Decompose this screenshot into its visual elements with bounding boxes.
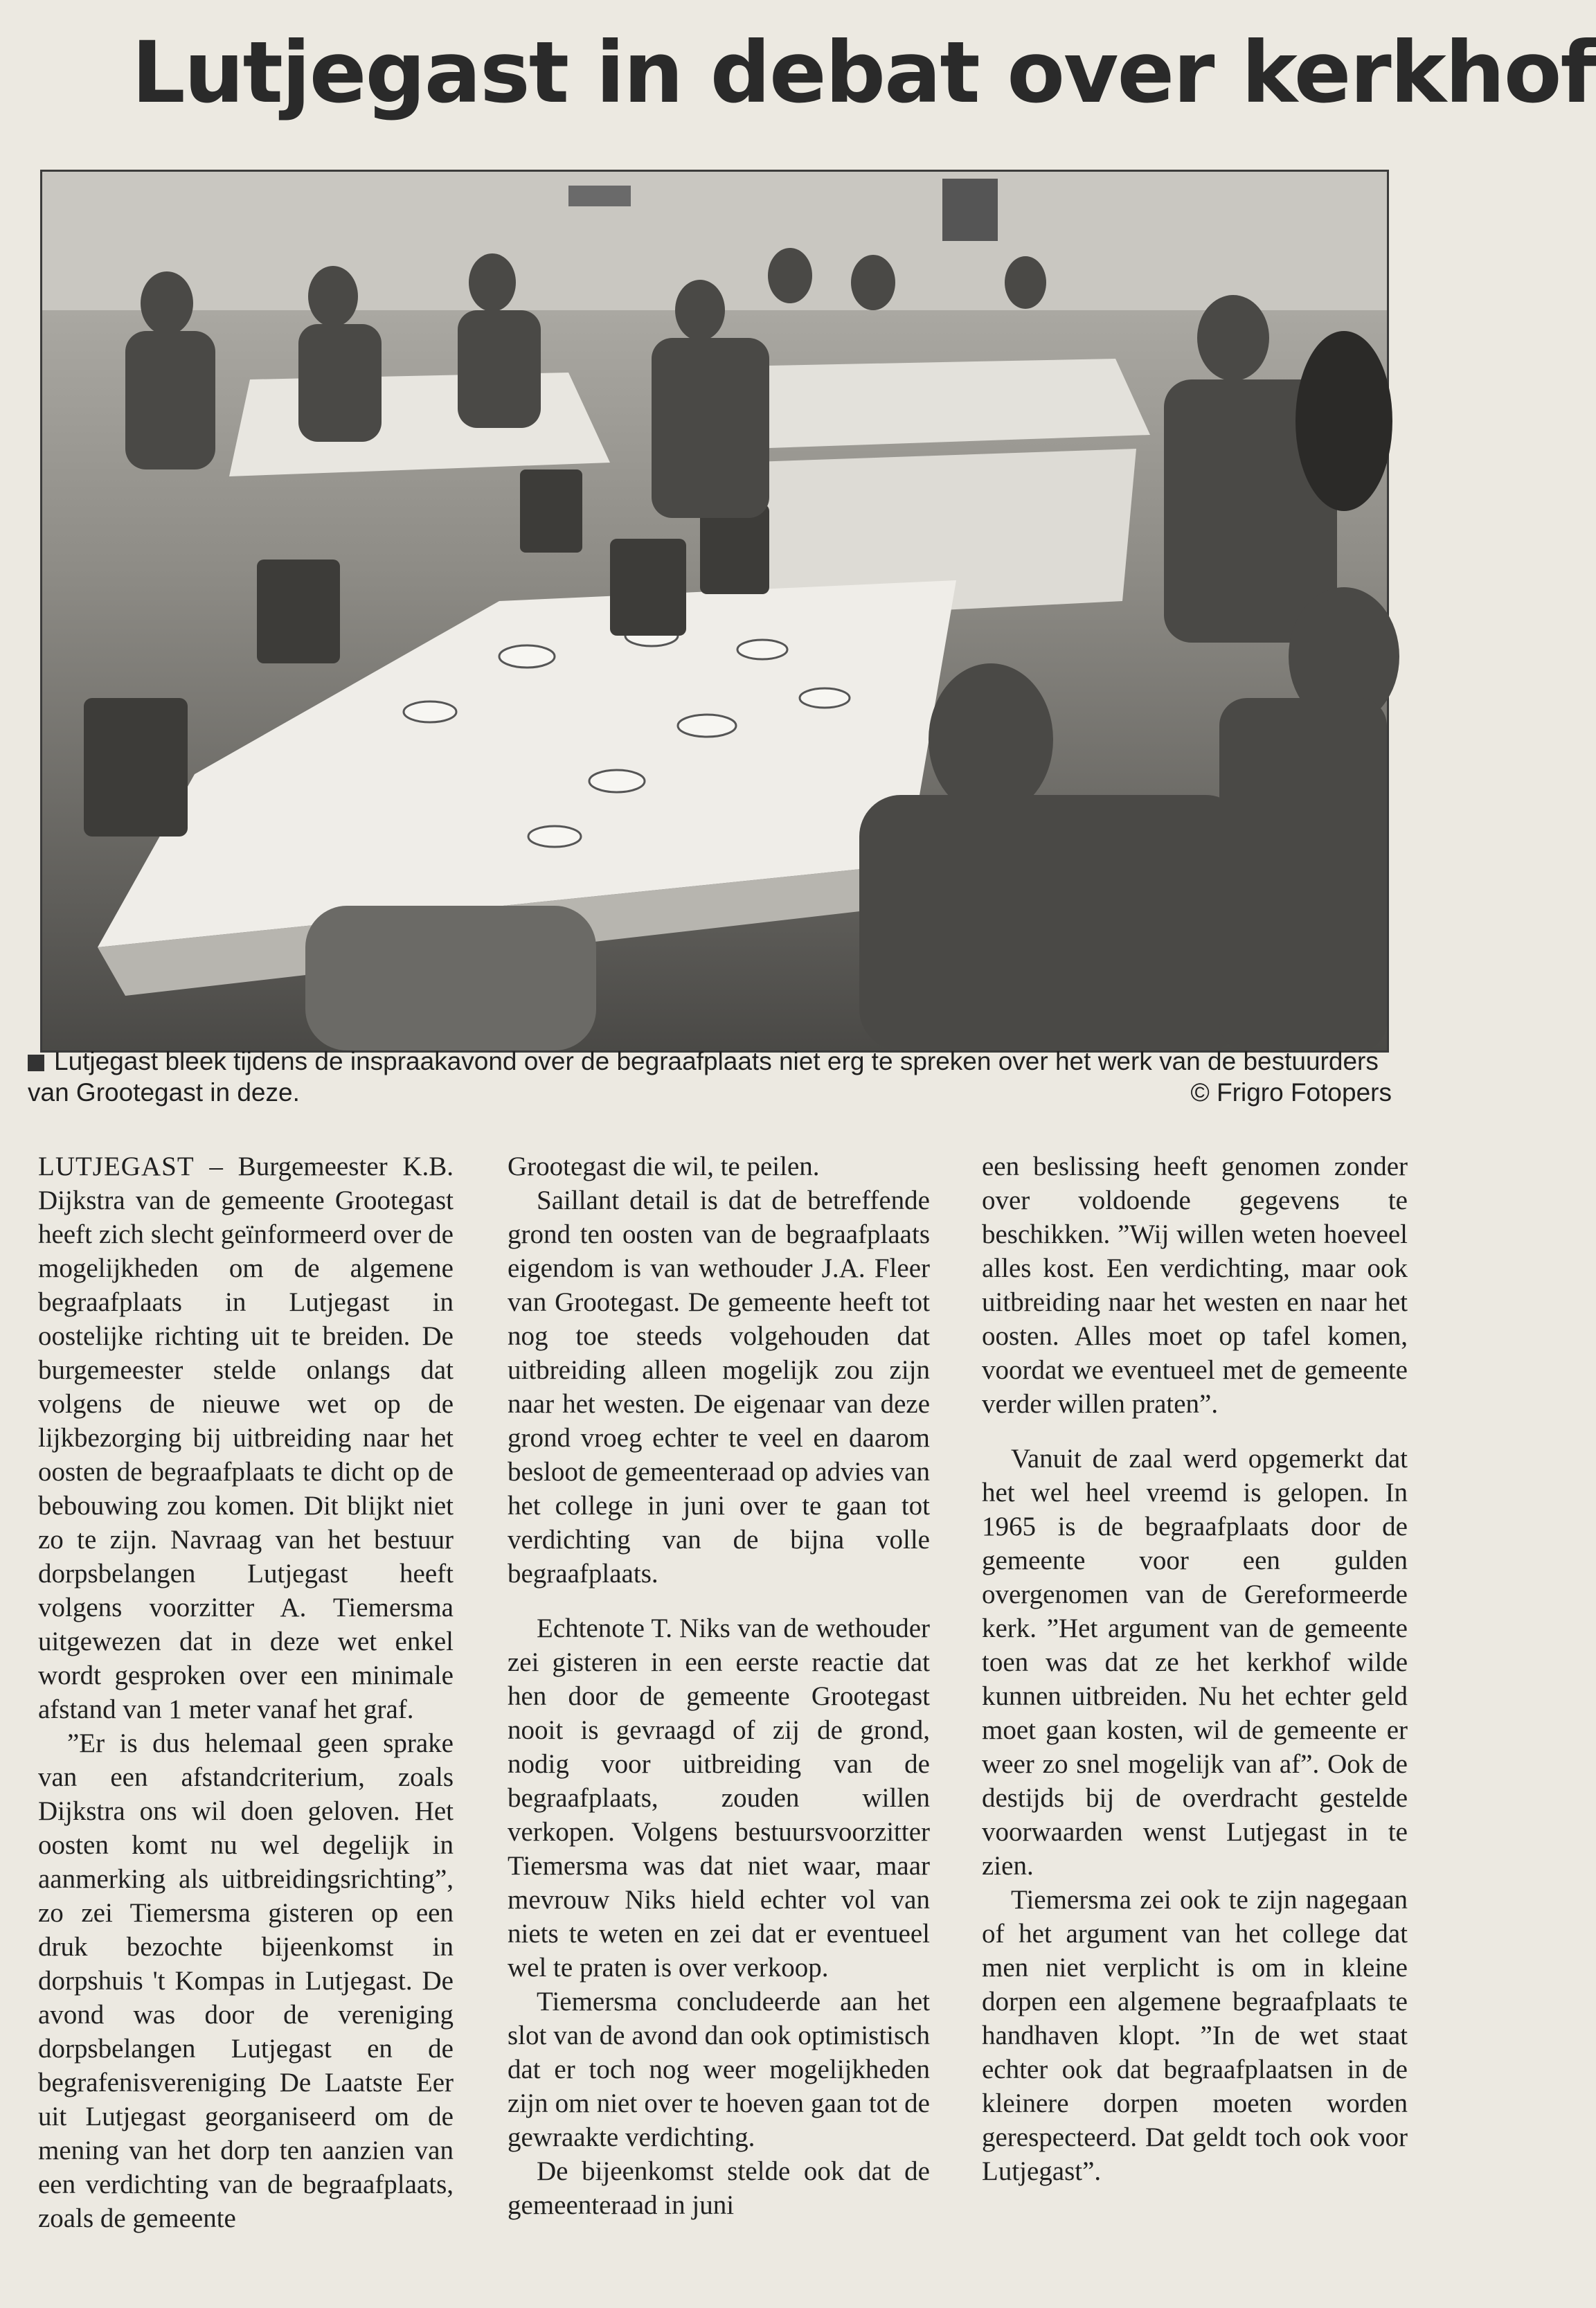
article-paragraph: Echtenote T. Niks van de wethouder zei gisteren in een eerste reactie dat hen door de gemeente Grootegast nooit is gevraagd of zij de grond, nodig voor uitbreiding van de begraafplaats, zouden willen verkopen. Volgens bestuursvoorzitter Tiemersma was dat niet waar, maar mevrouw Niks hield echter vol van niets te weten en zei dat er eventueel wel te praten is over verkoop. [508,1613,930,1983]
article-paragraph: De bijeenkomst stelde ook dat de gemeenteraad in juni [508,2156,930,2220]
headline: Lutjegast in debat over kerkhof [132,24,1596,122]
article-column-2 [508,1149,930,2285]
article-paragraph: Grootegast die wil, te peilen. [508,1152,820,1181]
caption-text: Lutjegast bleek tijdens de inspraakavond over de begraafplaats niet erg te spreken over het werk van de bestuurders van Grootegast in deze. [28,1047,1379,1107]
photo-credit: © Frigro Fotopers [1190,1078,1392,1107]
article-paragraph: Tiemersma zei ook te zijn nagegaan of het argument van het college dat men niet verplicht is om in kleine dorpen een algemene begraafplaats te handhaven klopt. ”In de wet staat echter ook dat begraafplaatsen in de kleinere dorpen moeten worden gerespecteerd. Dat geldt toch ook voor Lutjegast”. [982,1885,1408,2186]
photo-caption [28,1046,1399,1108]
article-column-3 [982,1149,1408,2285]
article-column-1 [38,1149,454,2285]
article-paragraph: ”Er is dus helemaal geen sprake van een afstandcriterium, zoals Dijkstra ons wil doen geloven. Het oosten komt nu wel degelijk in aanmerking als uitbreidingsrichting”, zo zei Tiemersma gisteren op een druk bezochte bijeenkomst in dorpshuis 't Kompas in Lutjegast. De avond was door de vereniging dorpsbelangen Lutjegast en de begrafenisvereniging De Laatste Eer uit Lutjegast georganiseerd om de mening van het dorp ten aanzien van een verdichting van de begraafplaats, zoals de gemeente [38,1728,454,2233]
meeting-hall-photo [42,172,1387,1050]
article-paragraph: LUTJEGAST – Burgemeester K.B. Dijkstra van de gemeente Grootegast heeft zich slecht geïnformeerd over de mogelijkheden om de algemene begraafplaats in Lutjegast in oostelijke richting uit te breiden. De burgemeester stelde onlangs dat volgens de nieuwe wet op de lijkbezorging bij uitbreiding naar het oosten de begraafplaats te dicht op de bebouwing zou komen. Dit blijkt niet zo te zijn. Navraag van het bestuur dorpsbelangen Lutjegast heeft volgens voorzitter A. Tiemersma uitgewezen dat in deze wet enkel wordt gesproken over een minimale afstand van 1 meter vanaf het graf. [38,1152,454,1724]
article-paragraph: Tiemersma concludeerde aan het slot van de avond dan ook optimistisch dat er toch nog weer mogelijkheden zijn om niet over te hoeven gaan tot de gewraakte verdichting. [508,1987,930,2152]
news-photo [40,170,1389,1053]
article-paragraph: Vanuit de zaal werd opgemerkt dat het wel heel vreemd is gelopen. In 1965 is de begraafplaats door de gemeente voor een gulden overgenomen van de Gereformeerde kerk. ”Het argument van de gemeente toen was dat ze het kerkhof wilde kunnen uitbreiden. Nu het echter geld moet gaan kosten, wil de gemeente er weer zo snel mogelijk van af”. Ook de destijds bij de overdracht gestelde voorwaarden wenst Lutjegast in te zien. [982,1444,1408,1881]
article-paragraph: Saillant detail is dat de betreffende grond ten oosten van de begraafplaats eigendom is van wethouder J.A. Fleer van Grootegast. De gemeente heeft tot nog toe steeds volgehouden dat uitbreiding alleen mogelijk zou zijn naar het westen. De eigenaar van deze grond vroeg echter te veel en daarom besloot de gemeenteraad op advies van het college in juni over te gaan tot verdichting van de bijna volle begraafplaats. [508,1186,930,1589]
caption-bullet-icon [28,1055,44,1071]
article-paragraph: een beslissing heeft genomen zonder over voldoende gegevens te beschikken. ”Wij willen weten hoeveel alles kost. Een verdichting, maar ook uitbreiding naar het westen en naar het oosten. Alles moet op tafel komen, voordat we eventueel met de gemeente verder willen praten”. [982,1152,1408,1419]
dateline: LUTJEGAST [38,1152,195,1181]
